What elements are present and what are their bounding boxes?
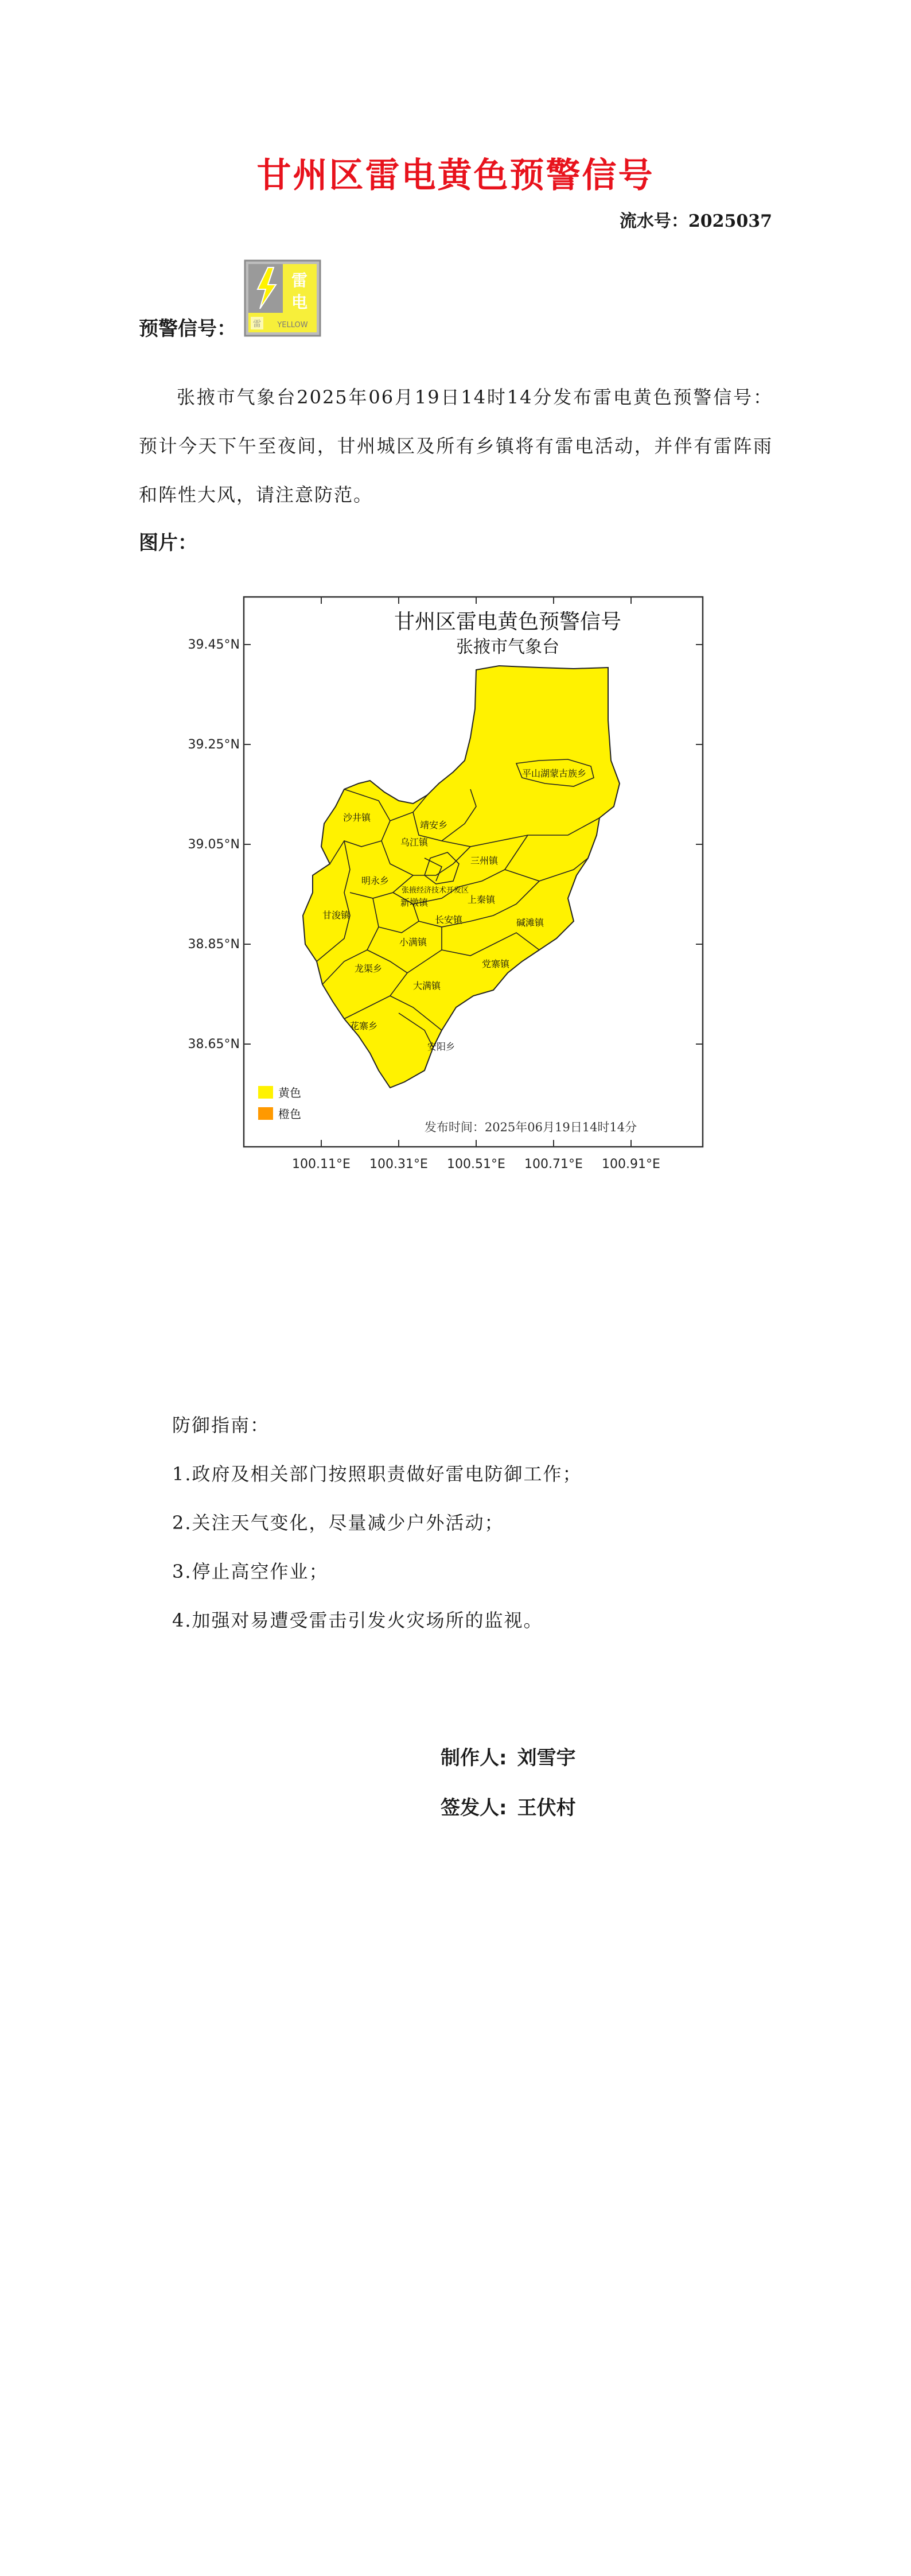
warning-body-text: 张掖市气象台2025年06月19日14时14分发布雷电黄色预警信号：预计今天下午至夜间，甘州城区及所有乡镇将有雷电活动，并伴有雷阵雨和阵性大风，请注意防范。 [139,386,773,506]
lat-tick: 39.45°N [188,638,240,652]
map-title: 甘州区雷电黄色预警信号 [394,610,622,634]
issuer-name: 王伏村 [517,1797,576,1820]
region-label: 平山湖蒙古族乡 [522,768,587,779]
guide-item: 2.关注天气变化，尽量减少户外活动； [172,1512,504,1534]
lat-tick: 39.05°N [188,837,240,852]
thunder-yellow-warning-icon [244,259,321,337]
producer-line [441,1742,586,1770]
page-title: 甘州区雷电黄色预警信号 [256,156,655,196]
map-subtitle: 张掖市气象台 [456,637,559,657]
lat-tick: 38.65°N [188,1037,240,1052]
lon-tick: 100.91°E [602,1157,660,1171]
region-label: 乌江镇 [400,837,429,848]
serial-number: 流水号：2025037 [619,211,772,231]
region-label: 新墩镇 [400,897,429,908]
picture-label: 图片： [139,532,197,554]
lon-tick: 100.31°E [369,1157,428,1171]
lat-tick: 39.25°N [188,738,240,752]
lon-tick: 100.71°E [524,1157,583,1171]
region-label: 张掖经济技术开发区 [402,886,469,895]
svg-text:雷: 雷 [291,271,308,290]
issuer-role: 签发人: [441,1797,507,1820]
lon-tick: 100.11°E [292,1157,351,1171]
svg-text:雷: 雷 [253,320,261,329]
region-label: 碱滩镇 [516,917,544,928]
producer-role: 制作人: [441,1747,507,1770]
producer-name: 刘雪宇 [517,1747,576,1770]
lat-tick: 38.85°N [188,937,240,952]
issuer-line [441,1792,586,1820]
region-label: 大满镇 [413,980,441,991]
region-label: 党寨镇 [482,959,510,969]
legend-swatch-yellow [258,1086,273,1099]
svg-text:电: 电 [291,293,308,312]
region-label: 小满镇 [399,937,427,948]
signal-label: 预警信号： [139,317,236,340]
legend-label: 黄色 [278,1086,301,1100]
release-time: 发布时间：2025年06月19日14时14分 [424,1120,637,1134]
warning-map [172,594,706,1188]
region-label: 安阳乡 [427,1041,456,1052]
lon-tick: 100.51°E [447,1157,505,1171]
region-label: 三州镇 [470,855,499,866]
guide-item: 4.加强对易遭受雷击引发火灾场所的监视。 [172,1609,543,1631]
region-label: 上秦镇 [468,894,496,905]
guide-title: 防御指南： [172,1414,270,1436]
region-label: 靖安乡 [420,820,448,831]
guide-item: 3.停止高空作业； [172,1561,329,1582]
region-label: 龙渠乡 [355,963,383,974]
region-label: 明永乡 [361,875,390,886]
legend-label: 橙色 [278,1107,301,1121]
region-label: 甘浚镇 [322,910,351,921]
region-label: 花寨乡 [350,1021,378,1031]
guide-item: 1.政府及相关部门按照职责做好雷电防御工作； [172,1463,582,1485]
signal-icon-subtext: YELLOW [277,321,308,329]
region-label: 长安镇 [435,914,463,925]
region-label: 沙井镇 [343,812,371,823]
legend-swatch-orange [258,1107,273,1120]
